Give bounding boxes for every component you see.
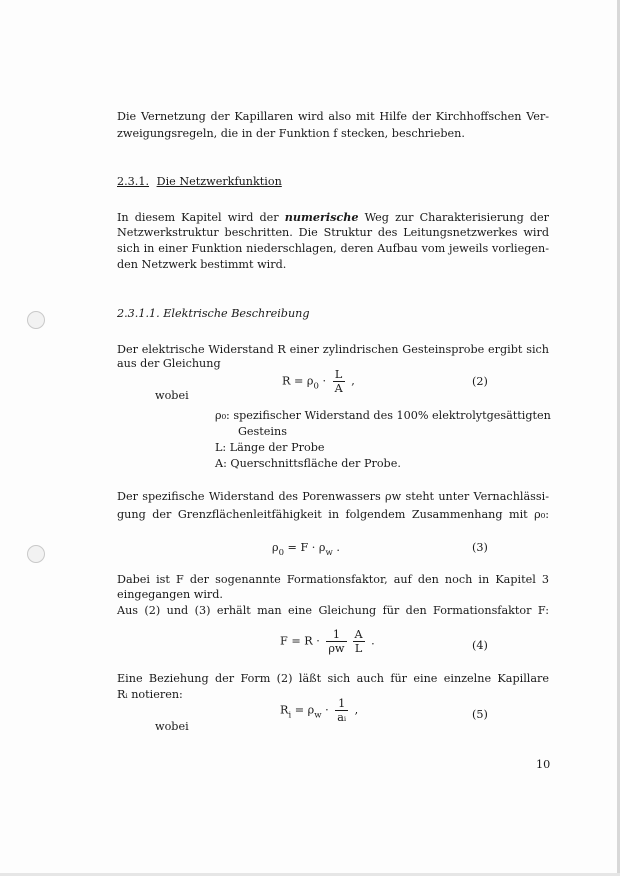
eq-text: · [318, 374, 330, 388]
paragraph-line: Eine Beziehung der Form (2) läßt sich auch für eine einzelne Kapillare [117, 672, 549, 685]
eq-text: . [332, 541, 340, 554]
paragraph-line: gung der Grenzflächenleitfähigkeit in folgendem Zusammenhang mit ρ₀: [117, 508, 549, 521]
eq-text: R [280, 703, 289, 717]
eq-subscript: 0 [313, 381, 319, 392]
equation-label: (2) [472, 375, 488, 388]
eq-text: , [351, 703, 359, 717]
numerator: A [354, 628, 363, 641]
numerator: 1 [335, 697, 348, 711]
eq-text: · [321, 703, 333, 717]
eq-subscript: i [288, 710, 292, 721]
equation-2 [282, 368, 355, 395]
punch-hole-icon [27, 311, 45, 329]
intro-line: zweigungsregeln, die in der Funktion f stecken, beschrieben. [117, 127, 465, 140]
equation-5 [280, 697, 358, 724]
paragraph-line: Der elektrische Widerstand R einer zylindrischen Gesteinsprobe ergibt sich [117, 343, 549, 356]
subsection-heading: 2.3.1.1. Elektrische Beschreibung [117, 307, 310, 320]
denominator: aᵢ [337, 711, 347, 724]
equation-3 [272, 541, 340, 560]
section-number: 2.3.1. [117, 175, 150, 188]
wobei-label: wobei [155, 389, 189, 402]
numerator: 1 [326, 628, 346, 642]
fraction [326, 628, 346, 655]
fraction [353, 628, 365, 655]
definition-line: Gesteins [238, 425, 287, 438]
denominator: L [354, 642, 363, 655]
punch-hole-icon [27, 545, 45, 563]
equation-label: (5) [472, 708, 488, 721]
eq-subscript: w [314, 710, 322, 721]
emphasis-text: numerische [284, 210, 359, 224]
eq-subscript: w [325, 548, 333, 558]
intro-line: Die Vernetzung der Kapillaren wird also mit Hilfe der Kirchhoffschen Ver- [117, 110, 549, 123]
definition-line: L: Länge der Probe [215, 441, 325, 454]
text-span: Weg zur Charakterisierung der [364, 211, 549, 224]
paragraph-line [117, 210, 549, 225]
section-heading [117, 175, 282, 189]
equation-label: (3) [472, 541, 488, 554]
section-title: Die Netzwerkfunktion [156, 175, 282, 188]
eq-subscript: 0 [278, 548, 284, 558]
text-span: In diesem Kapitel wird der [117, 211, 279, 224]
paragraph-line: aus der Gleichung [117, 357, 221, 370]
paragraph-line: den Netzwerk bestimmt wird. [117, 258, 287, 271]
eq-text: = ρ [291, 703, 315, 717]
paragraph-line: Netzwerkstruktur beschritten. Die Struktur des Leitungsnetzwerkes wird [117, 226, 549, 239]
denominator: A [334, 382, 343, 395]
definition-line: ρ₀: spezifischer Widerstand des 100% elektrolytgesättigten [215, 409, 551, 422]
fraction [335, 697, 348, 724]
paragraph-line: Dabei ist F der sogenannte Formationsfaktor, auf den noch in Kapitel 3 [117, 573, 549, 586]
equation-label: (4) [472, 639, 488, 652]
denominator: ρw [328, 642, 345, 655]
eq-text: , [347, 374, 355, 388]
equation-4 [280, 628, 375, 655]
definition-line: A: Querschnittsfläche der Probe. [215, 457, 401, 470]
page-number: 10 [536, 758, 551, 771]
eq-text: ρ [272, 541, 279, 554]
paragraph-line: Der spezifische Widerstand des Porenwassers ρw steht unter Vernachlässi- [117, 490, 549, 503]
numerator: L [333, 368, 345, 382]
paragraph-line: Aus (2) und (3) erhält man eine Gleichung für den Formationsfaktor F: [117, 604, 549, 617]
paragraph-line: Rᵢ notieren: [117, 688, 183, 701]
eq-text: . [367, 634, 375, 648]
paragraph-line: sich in einer Funktion niederschlagen, deren Aufbau vom jeweils vorliegen- [117, 242, 549, 255]
eq-text: = F · ρ [284, 541, 326, 554]
wobei-label: wobei [155, 720, 189, 733]
paragraph-line: eingegangen wird. [117, 588, 223, 601]
eq-text: F = R · [280, 634, 324, 648]
eq-text: R = ρ [282, 374, 314, 388]
fraction [333, 368, 345, 395]
